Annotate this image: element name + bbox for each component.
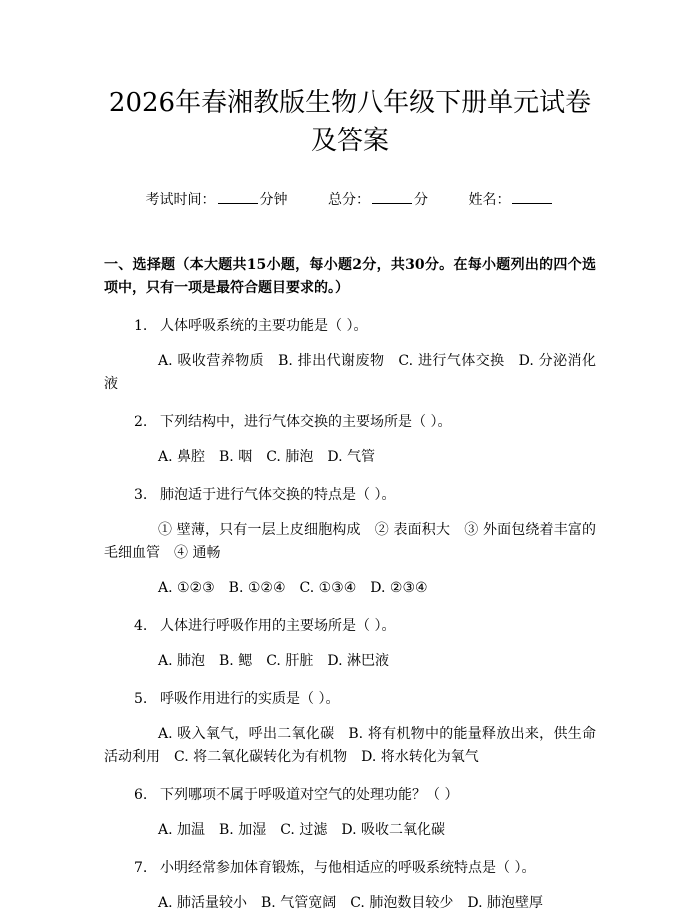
name-field: 姓名： [468, 192, 554, 208]
question: 4. 人体进行呼吸作用的主要场所是（ ）。 [134, 618, 396, 634]
question-options [104, 350, 596, 396]
option[interactable]: C. 肺泡 [266, 449, 314, 465]
option[interactable]: A. 吸入氧气，呼出二氧化碳 [158, 726, 335, 742]
question-options [104, 723, 596, 769]
question-options [104, 650, 596, 673]
option[interactable]: C. 将二氧化碳转化为有机物 [174, 749, 348, 765]
time-field: 考试时间： 分钟 [145, 192, 288, 208]
option[interactable]: A. ①②③ [158, 580, 215, 596]
option[interactable]: A. 肺活量较小 [158, 895, 248, 911]
option[interactable]: C. 进行气体交换 [398, 353, 505, 369]
question: 6. 下列哪项不属于呼吸道对空气的处理功能？（ ） [134, 787, 459, 803]
option[interactable]: D. 将水转化为氧气 [361, 749, 479, 765]
option[interactable]: D. 气管 [327, 449, 375, 465]
score-blank[interactable] [372, 190, 412, 204]
section-heading: 一、选择题（本大题共15小题，每小题2分，共30分。在每小题列出的四个选项中，只有一项是最符合题目要求的。） [104, 257, 596, 296]
option[interactable]: C. ①③④ [299, 580, 357, 596]
score-field: 总分： 分 [328, 192, 428, 208]
question-statements: ① 壁薄，只有一层上皮细胞构成 ② 表面积大 ③ 外面包绕着丰富的毛细血管 ④ 通畅 [104, 522, 596, 561]
option[interactable]: C. 肺泡数目较少 [350, 895, 454, 911]
question: 3. 肺泡适于进行气体交换的特点是（ ）。 [134, 487, 396, 503]
option[interactable]: D. 分泌消化液 [104, 353, 596, 392]
option[interactable]: C. 肝脏 [266, 653, 314, 669]
name-blank[interactable] [512, 190, 552, 204]
option[interactable]: D. ②③④ [370, 580, 428, 596]
question: 1. 人体呼吸系统的主要功能是（ ）。 [134, 318, 368, 334]
question-options [104, 577, 596, 600]
option[interactable]: D. 肺泡壁厚 [467, 895, 543, 911]
question-options [104, 819, 596, 842]
option[interactable]: D. 吸收二氧化碳 [341, 822, 445, 838]
option[interactable]: A. 鼻腔 [158, 449, 206, 465]
option[interactable]: D. 淋巴液 [327, 653, 389, 669]
question: 7. 小明经常参加体育锻炼，与他相适应的呼吸系统特点是（ ）。 [134, 860, 536, 876]
option[interactable]: B. 咽 [219, 449, 253, 465]
exam-meta [104, 190, 596, 210]
option[interactable]: B. 将有机物中的能量释放出来，供生命活动利用 [104, 726, 597, 765]
time-blank[interactable] [218, 190, 258, 204]
option[interactable]: A. 肺泡 [158, 653, 206, 669]
option[interactable]: B. 排出代谢废物 [278, 353, 385, 369]
option[interactable]: B. ①②④ [228, 580, 286, 596]
option[interactable]: B. 加湿 [219, 822, 267, 838]
option[interactable]: A. 加温 [158, 822, 206, 838]
option[interactable]: B. 气管宽阔 [261, 895, 337, 911]
question: 2. 下列结构中，进行气体交换的主要场所是（ ）。 [134, 414, 452, 430]
option[interactable]: C. 过滤 [280, 822, 328, 838]
question-options [104, 446, 596, 469]
page-title: 2026年春湘教版生物八年级下册单元试卷及答案 [108, 88, 592, 156]
option[interactable]: A. 吸收营养物质 [158, 353, 265, 369]
option[interactable]: B. 鳃 [219, 653, 253, 669]
question: 5. 呼吸作用进行的实质是（ ）。 [134, 691, 340, 707]
question-options [104, 892, 596, 915]
